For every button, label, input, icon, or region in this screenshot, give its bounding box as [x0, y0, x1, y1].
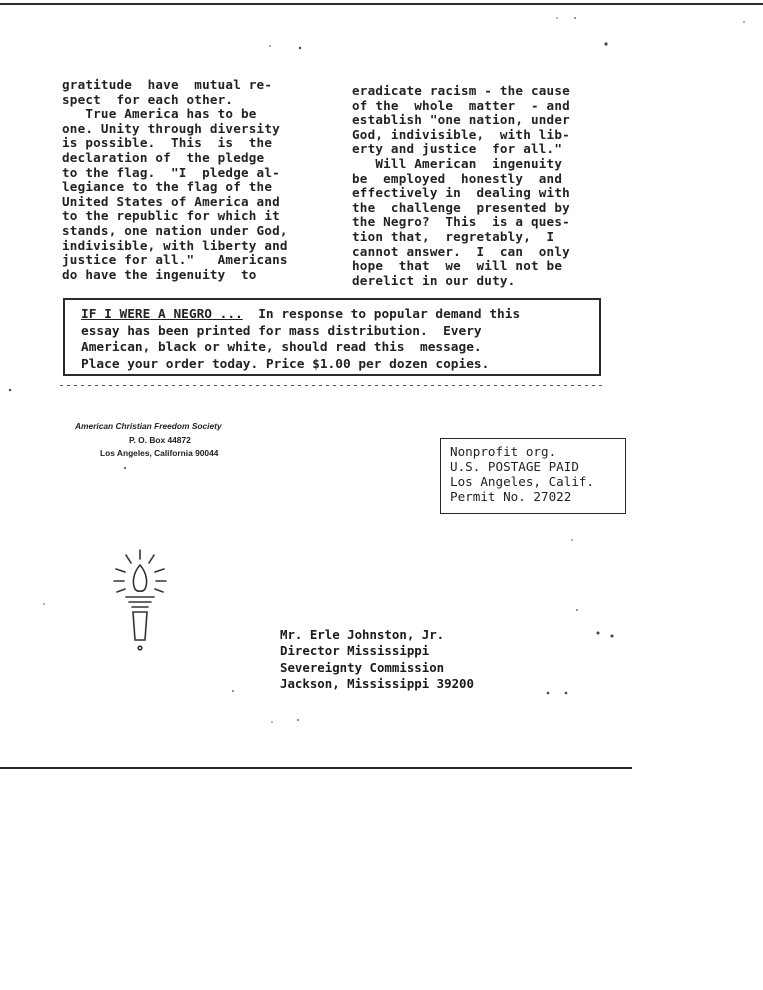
notice-line-4: Place your order today. Price $1.00 per dozen copies. [81, 356, 490, 372]
text-line: erty and justice for all." [352, 141, 563, 157]
torch-icon [100, 545, 180, 665]
top-rule [0, 3, 763, 5]
recipient-name: Mr. Erle Johnston, Jr. [280, 627, 445, 642]
text-line: is possible. This is the [62, 135, 273, 151]
text-line: stands, one nation under God, [62, 222, 288, 238]
text-line: effectively in dealing with [352, 185, 570, 201]
text-line: indivisible, with liberty and [62, 237, 288, 253]
text-line: do have the ingenuity to [62, 266, 257, 282]
text-line: declaration of the pledge [62, 149, 265, 165]
text-line: God, indivisible, with lib- [352, 126, 570, 142]
text-line: of the whole matter - and [352, 97, 570, 113]
sender-city: Los Angeles, California 90044 [100, 448, 219, 459]
notice-line-1-rest: In response to popular demand this [242, 307, 521, 322]
text-line: United States of America and [62, 193, 280, 209]
recipient-city: Jackson, Mississippi 39200 [280, 676, 474, 692]
sender-name: American Christian Freedom Society [75, 421, 222, 431]
text-line: establish "one nation, under [352, 112, 570, 128]
text-line: Will American ingenuity [352, 155, 563, 171]
text-line: hope that we will not be [352, 258, 563, 274]
text-line: derelict in our duty. [352, 272, 516, 288]
text-line: justice for all." Americans [62, 252, 288, 268]
text-line: the Negro? This is a ques- [352, 214, 570, 230]
return-address [75, 420, 275, 461]
recipient-organization: Severeignty Commission [280, 659, 445, 675]
order-notice-box [63, 298, 601, 376]
text-line: spect for each other. [62, 91, 234, 107]
dotted-divider [60, 385, 605, 386]
notice-line-3: American, black or white, should read this message. [81, 340, 482, 355]
text-line: to the republic for which it [62, 208, 280, 224]
recipient-title: Director Mississippi [280, 643, 430, 659]
sender-po-box: P. O. Box 44872 [129, 434, 191, 445]
permit-line-2: U.S. POSTAGE PAID [450, 459, 579, 474]
text-line: cannot answer. I can only [352, 243, 570, 259]
text-line: gratitude have mutual re- [62, 77, 273, 92]
permit-line-1: Nonprofit org. [450, 444, 557, 459]
permit-line-3: Los Angeles, Calif. [450, 474, 595, 489]
text-line: the challenge presented by [352, 199, 570, 215]
notice-line-1 [81, 307, 520, 324]
permit-line-4: Permit No. 27022 [450, 489, 572, 504]
notice-line-2: essay has been printed for mass distribution. Every [81, 323, 482, 339]
fold-rule [0, 767, 632, 769]
text-line: be employed honestly and [352, 170, 563, 186]
text-line: eradicate racism - the cause [352, 83, 570, 98]
text-line: legiance to the flag of the [62, 179, 273, 195]
text-line: one. Unity through diversity [62, 120, 280, 136]
recipient-address [280, 627, 474, 693]
postage-permit-box [440, 438, 626, 514]
text-line: True America has to be [62, 106, 257, 122]
text-line: tion that, regretably, I [352, 228, 555, 244]
text-column-left [62, 78, 288, 282]
notice-heading: IF I WERE A NEGRO ... [81, 307, 243, 322]
text-column-right [352, 84, 570, 288]
order-notice-text [81, 307, 520, 373]
text-line: to the flag. "I pledge al- [62, 164, 280, 180]
